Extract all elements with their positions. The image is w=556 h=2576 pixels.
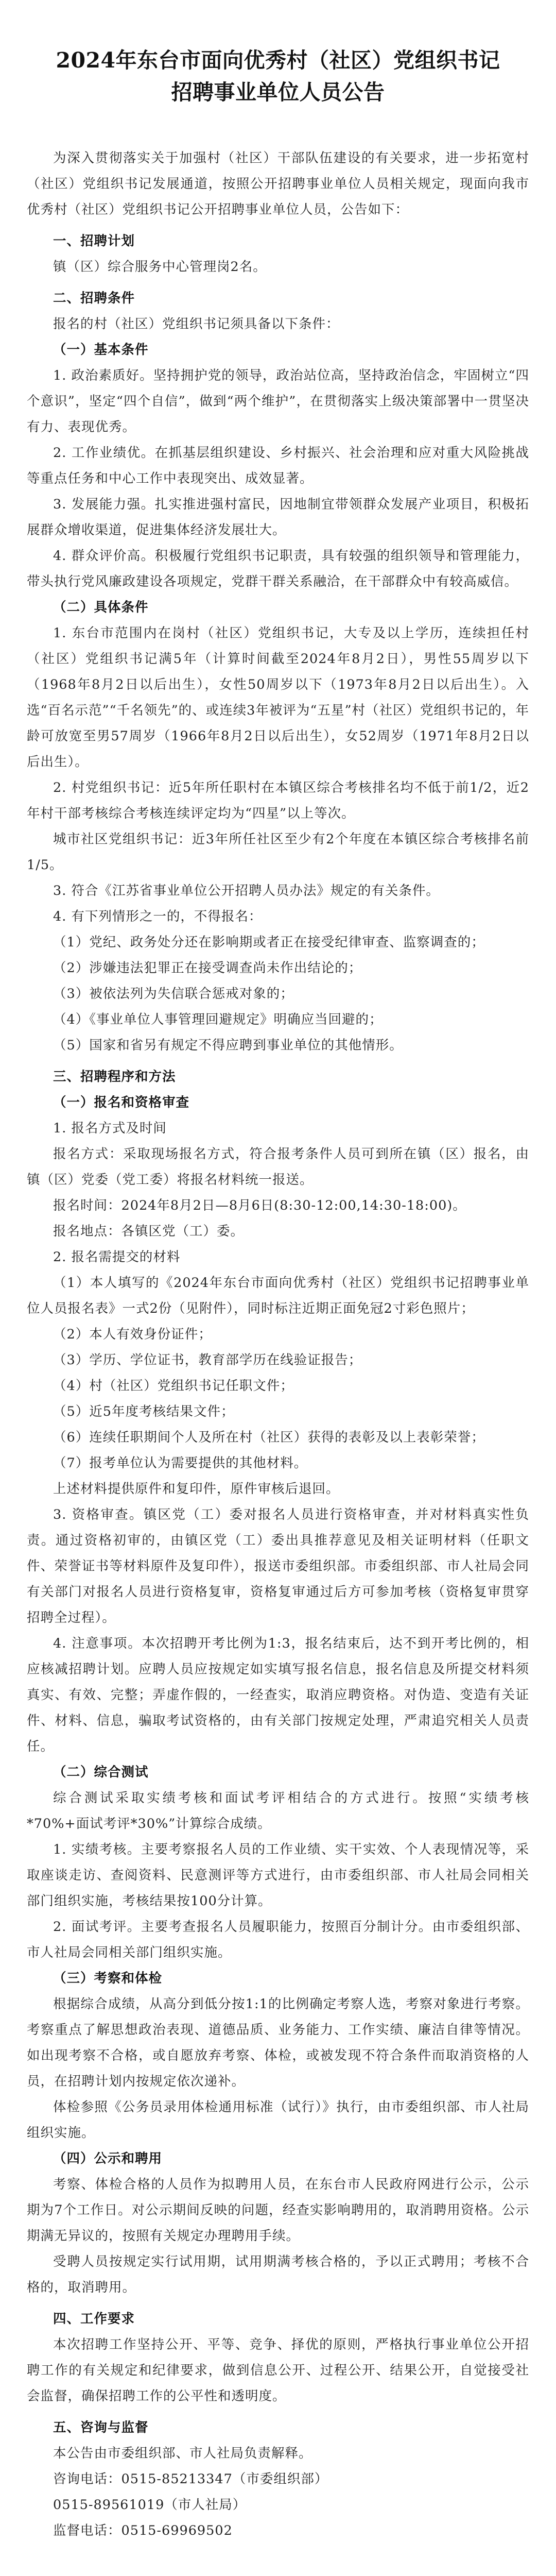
attachment-note (27, 2571, 529, 2576)
consult-phone-2: 0515-89561019（市人社局） (53, 2497, 247, 2513)
signup-item-14: 3. 资格审查。镇区党（工）委对报名人员进行资格审查，并对材料真实性负责。通过资格初审的，由镇区党（工）委出具推荐意见及相关证明材料（任职文件、荣誉证书等材料原件及复印件），报送市委组织部。市委组织部、市人社局会同有关部门对报名人员进行资格复审，资格复审通过后方可参加考核（资格复审贯穿招聘全过程）。 (27, 1507, 529, 1625)
basic-condition-4: 4. 群众评价高。积极履行党组织书记职责，具有较强的组织领导和管理能力，带头执行党风廉政建设各项规定，党群干群关系融洽，在干部群众中有较高威信。 (27, 548, 529, 589)
exclusion-item-1: （1）党纪、政务处分还在影响期或者正在接受纪律审查、监察调查的； (53, 935, 485, 950)
basic-condition-2: 2. 工作业绩优。在抓基层组织建设、乡村振兴、社会治理和应对重大风险挑战等重点任务和中心工作中表现突出、成效显著。 (27, 445, 529, 486)
announcement-document (27, 44, 529, 2576)
signup-item-9: （4）村（社区）党组织书记任职文件； (53, 1378, 294, 1394)
written-item-2: 1. 实绩考核。主要考察报名人员的工作业绩、实干实效、个人表现情况等，采取座谈走访、查阅资料、民意测评等方式进行，由市委组织部、市人社局会同相关部门组织实施，考核结果按100分计算。 (27, 1842, 529, 1909)
specific-condition-2: 2. 村党组织书记：近5年所任职村在本镇区综合考核排名均不低于前1/2，近2年村干部考核综合考核连续评定均为“四星”以上等次。 (27, 780, 529, 821)
specific-condition-3: 3. 符合《江苏省事业单位公开招聘人员办法》规定的有关条件。 (53, 883, 440, 899)
exclusion-item-5: （5）国家和省另有规定不得应聘到事业单位的其他情形。 (53, 1038, 403, 1053)
publicity-heading: （四）公示和聘用 (53, 2151, 163, 2166)
signup-item-1: 1. 报名方式及时间 (53, 1121, 167, 1136)
section-1-text: 镇（区）综合服务中心管理岗2名。 (53, 259, 267, 275)
exclusion-item-4: （4）《事业单位人事管理回避规定》明确应当回避的； (53, 1012, 383, 1027)
consult-phone-1: 0515-85213347（市委组织部） (121, 2471, 328, 2487)
specific-condition-2b: 城市社区党组织书记：近3年所任社区至少有2个年度在本镇区综合考核排名前1/5。 (27, 832, 529, 873)
supervise-phone-line (27, 2518, 529, 2544)
section-2-lead: 报名的村（社区）党组织书记须具备以下条件： (53, 316, 340, 332)
signup-item-12: （7）报考单位认为需要提供的其他材料。 (53, 1455, 308, 1471)
signup-item-13: 上述材料提供原件和复印件，原件审核后退回。 (53, 1481, 340, 1497)
section-4-heading: 四、工作要求 (53, 2311, 135, 2327)
signup-heading: （一）报名和资格审查 (53, 1095, 190, 1110)
specific-condition-4: 4. 有下列情形之一的，不得报名： (53, 909, 263, 924)
specific-conditions-heading: （二）具体条件 (53, 600, 149, 615)
written-item-3: 2. 面试考评。主要考查报名人员履职能力，按照百分制计分。由市委组织部、市人社局会同相关部门组织实施。 (27, 1919, 529, 1960)
consult-phone-line-2 (27, 2492, 529, 2518)
signup-item-7: （2）本人有效身份证件； (53, 1327, 212, 1342)
section-2-heading: 二、招聘条件 (53, 291, 135, 306)
basic-conditions-heading: （一）基本条件 (53, 342, 149, 358)
section-1-heading: 一、招聘计划 (53, 233, 135, 249)
consult-label: 咨询电话： (53, 2471, 121, 2487)
signup-item-6: （1）本人填写的《2024年东台市面向优秀村（社区）党组织书记招聘事业单位人员报名表》一式2份（见附件），同时标注近期正面免冠2寸彩色照片； (27, 1275, 529, 1316)
exam-item-2: 体检参照《公务员录用体检通用标准（试行）》执行，由市委组织部、市人社局组织实施。 (27, 2099, 529, 2141)
publicity-item-2: 受聘人员按规定实行试用期，试用期满考核合格的，予以正式聘用；考核不合格的，取消聘用。 (27, 2254, 529, 2295)
basic-condition-1: 1. 政治素质好。坚持拥护党的领导，政治站位高，坚持政治信念，牢固树立“四个意识”，坚定“四个自信”，做到“两个维护”，在贯彻落实上级决策部署中一贯坚决有力、表现优秀。 (27, 368, 529, 435)
signup-item-11: （6）连续任职期间个人及所在村（社区）获得的表彰及以上表彰荣誉； (53, 1430, 485, 1445)
exclusion-item-2: （2）涉嫌违法犯罪正在接受调查尚未作出结论的； (53, 960, 362, 976)
signup-item-5: 2. 报名需提交的材料 (53, 1249, 181, 1265)
supervise-label: 监督电话： (53, 2523, 121, 2538)
written-heading: （二）综合测试 (53, 1765, 149, 1780)
announcement-title (27, 44, 529, 108)
signup-item-2: 报名方式：采取现场报名方式，符合报考条件人员可到所在镇（区）报名，由镇（区）党委（党工委）将报名材料统一报送。 (27, 1146, 529, 1188)
publicity-item-1: 考察、体检合格的人员作为拟聘用人员，在东台市人民政府网进行公示，公示期为7个工作日。对公示期间反映的问题，经查实影响聘用的，取消聘用资格。公示期满无异议的，按照有关规定办理聘用手续。 (27, 2177, 529, 2244)
section-4-text: 本次招聘工作坚持公开、平等、竞争、择优的原则，严格执行事业单位公开招聘工作的有关规定和纪律要求，做到信息公开、过程公开、结果公开，自觉接受社会监督，确保招聘工作的公平性和透明度。 (27, 2337, 529, 2404)
title-line-2: 招聘事业单位人员公告 (171, 80, 385, 105)
basic-condition-3: 3. 发展能力强。扎实推进强村富民，因地制宜带领群众发展产业项目，积极拓展群众增收渠道，促进集体经济发展壮大。 (27, 497, 529, 538)
consult-phone-line-1 (27, 2466, 529, 2492)
signup-item-15: 4. 注意事项。本次招聘开考比例为1:3，报名结束后，达不到开考比例的，相应核减招聘计划。应聘人员应按规定如实填写报名信息，报名信息及所提交材料须真实、有效、完整；弄虚作假的，一经查实，取消应聘资格。对伪造、变造有关证件、材料、信息，骗取考试资格的，由有关部门按规定处理，严肃追究相关人员责任。 (27, 1636, 529, 1754)
written-item-1: 综合测试采取实绩考核和面试考评相结合的方式进行。按照“实绩考核*70%+面试考评*30%”计算综合成绩。 (27, 1790, 529, 1832)
signup-item-10: （5）近5年度考核结果文件； (53, 1404, 235, 1419)
specific-condition-1: 1. 东台市范围内在岗村（社区）党组织书记，大专及以上学历，连续担任村（社区）党组织书记满5年（计算时间截至2024年8月2日），男性55周岁以下（1968年8月2日以后出生），女性50周岁以下（1973年8月2日以后出生）。入选“百名示范”“千名领先”的、或连续3年被评为“五星”村（社区）党组织书记的，年龄可放宽至男57周岁（1966年8月2日以后出生），女52周岁（1971年8月2日以后出生）。 (27, 625, 529, 770)
signup-item-8: （3）学历、学位证书，教育部学历在线验证报告； (53, 1352, 362, 1368)
supervise-phone: 0515-69969502 (121, 2523, 233, 2538)
signup-item-3: 报名时间：2024年8月2日—8月6日(8:30-12:00,14:30-18:00)。 (53, 1198, 466, 1213)
title-line-1: 2024年东台市面向优秀村（社区）党组织书记 (56, 48, 500, 73)
exam-item-1: 根据综合成绩，从高分到低分按1:1的比例确定考察人选，考察对象进行考察。考察重点了解思想政治表现、道德品质、业务能力、工作实绩、廉洁自律等情况。如出现考察不合格，或自愿放弃考察、体检，或被发现不符合条件而取消资格的人员，在招聘计划内按规定依次递补。 (27, 1996, 529, 2089)
exclusion-item-3: （3）被依法列为失信联合惩戒对象的； (53, 986, 294, 1002)
section-5-heading: 五、咨询与监督 (53, 2420, 149, 2435)
section-3-heading: 三、招聘程序和方法 (53, 1069, 176, 1084)
signup-item-4: 报名地点：各镇区党（工）委。 (53, 1224, 245, 1239)
section-5-text: 本公告由市委组织部、市人社局负责解释。 (53, 2446, 312, 2461)
intro-paragraph: 为深入贯彻落实关于加强村（社区）干部队伍建设的有关要求，进一步拓宽村（社区）党组织书记发展通道，按照公开招聘事业单位人员相关规定，现面向我市优秀村（社区）党组织书记公开招聘事业单位人员，公告如下： (27, 150, 529, 217)
exam-heading: （三）考察和体检 (53, 1971, 163, 1986)
